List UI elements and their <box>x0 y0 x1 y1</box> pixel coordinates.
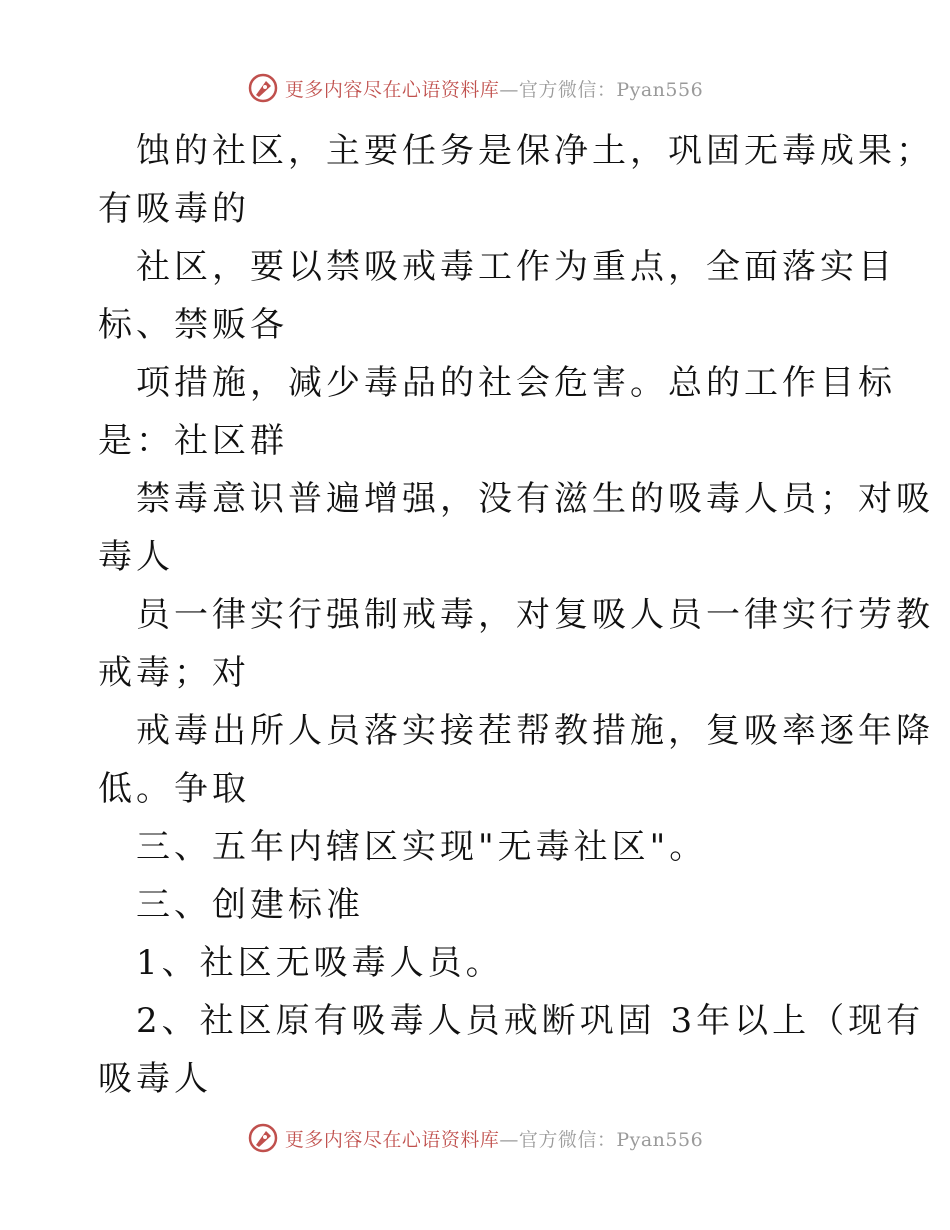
pen-nib-logo-icon <box>247 72 279 104</box>
text-line: 标、禁贩各 <box>98 305 288 345</box>
text-line: 毒人 <box>98 537 174 577</box>
pen-nib-logo-icon <box>247 1122 279 1154</box>
text-line: 吸毒人 <box>98 1059 212 1099</box>
text-line: 1、社区无吸毒人员。 <box>136 943 504 983</box>
text-line: 禁毒意识普遍增强，没有滋生的吸毒人员；对吸 <box>136 479 934 519</box>
header-watermark <box>0 72 950 104</box>
text-line: 低。争取 <box>98 769 250 809</box>
text-line: 戒毒；对 <box>98 653 250 693</box>
text-line: 戒毒出所人员落实接茬帮教措施，复吸率逐年降 <box>136 711 934 751</box>
text-line: 蚀的社区，主要任务是保净土，巩固无毒成果； <box>136 131 934 171</box>
header-watermark-text: 更多内容尽在心语资料库—官方微信：Pyan556 <box>284 78 704 101</box>
footer-watermark <box>0 1122 950 1154</box>
text-line: 三、创建标准 <box>136 885 364 925</box>
text-line: 员一律实行强制戒毒，对复吸人员一律实行劳教 <box>136 595 934 635</box>
text-line: 三、五年内辖区实现"无毒社区"。 <box>136 827 708 867</box>
document-body <box>98 122 934 1108</box>
footer-watermark-text: 更多内容尽在心语资料库—官方微信：Pyan556 <box>284 1128 704 1151</box>
text-line: 社区，要以禁吸戒毒工作为重点，全面落实目 <box>136 247 896 287</box>
text-line: 项措施，减少毒品的社会危害。总的工作目标 <box>136 363 896 403</box>
text-line: 有吸毒的 <box>98 189 250 229</box>
text-line: 是：社区群 <box>98 421 288 461</box>
text-line: 2、社区原有吸毒人员戒断巩固 3年以上（现有 <box>136 1001 925 1041</box>
